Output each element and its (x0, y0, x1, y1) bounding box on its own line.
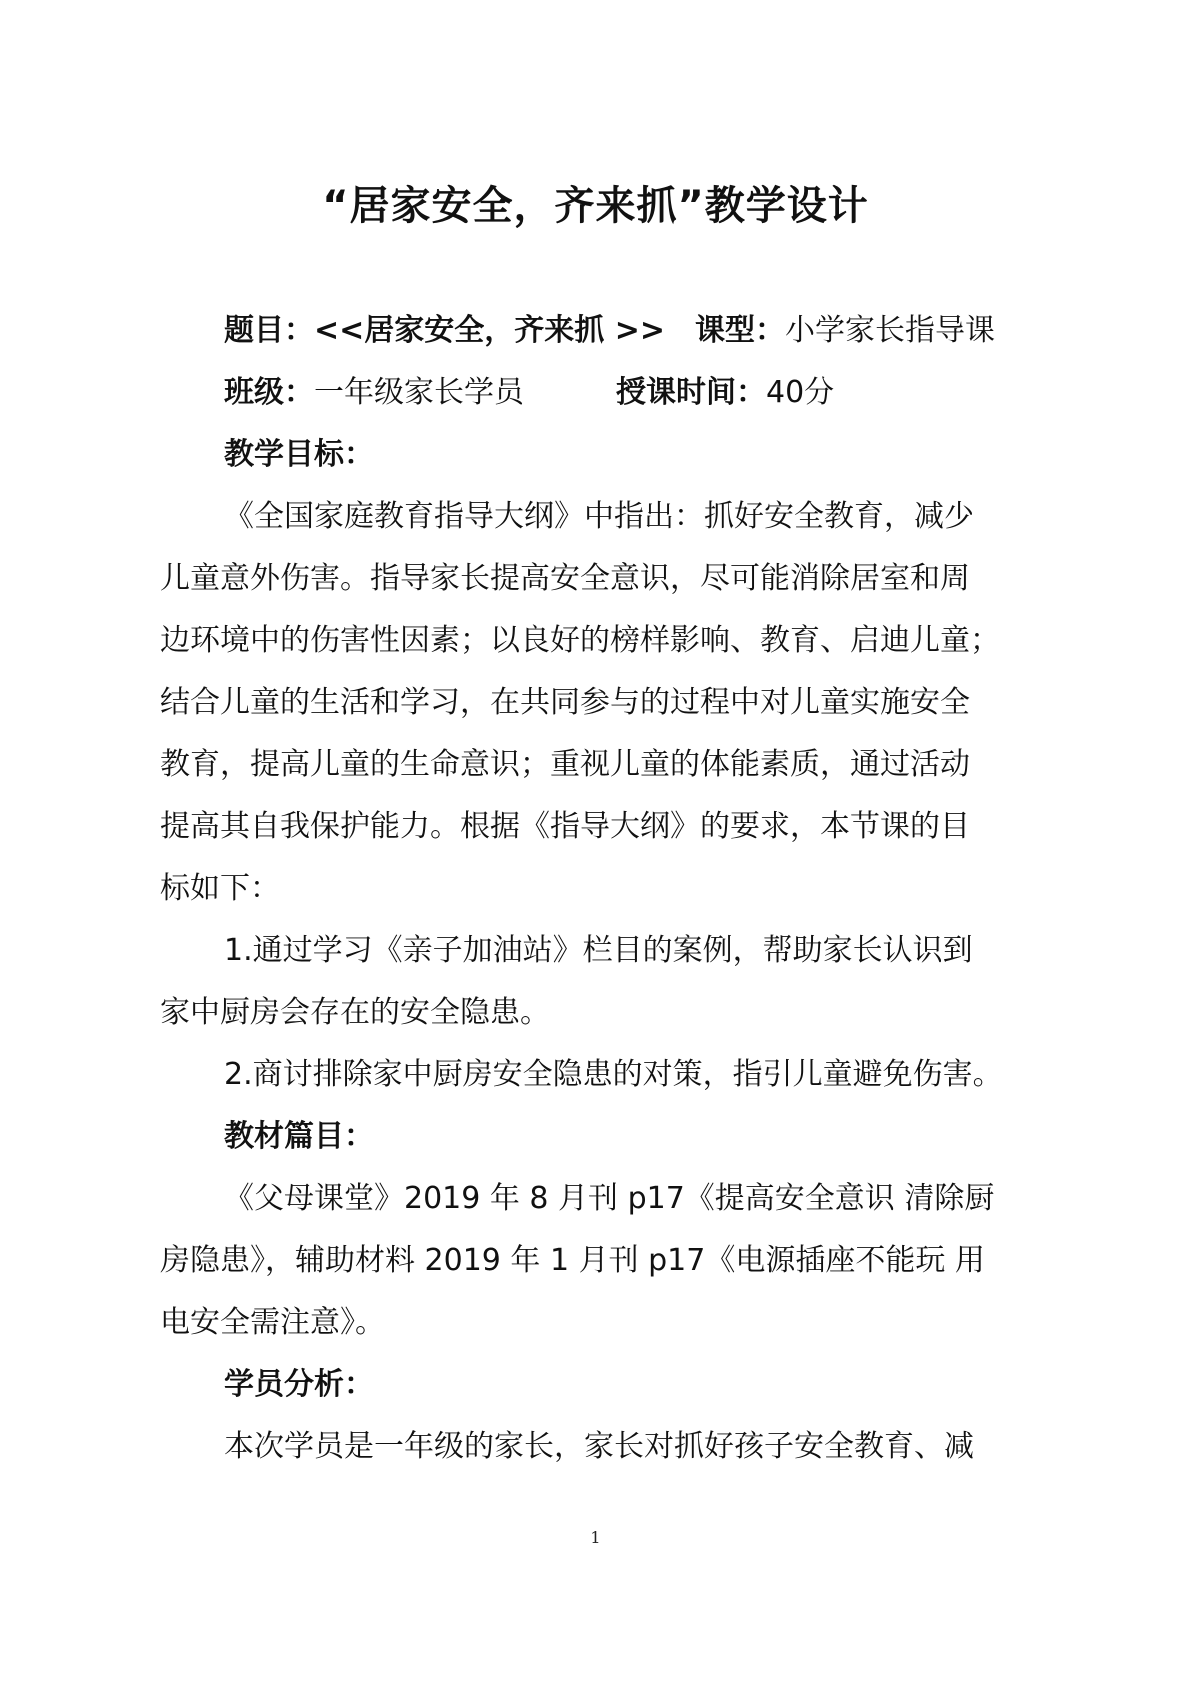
goal-2-line: 2.商讨排除家中厨房安全隐患的对策，指引儿童避免伤害。 (224, 1057, 1003, 1092)
learners-line: 本次学员是一年级的家长，家长对抓好孩子安全教育、减 (224, 1429, 974, 1464)
goals-paragraph-line: 教育，提高儿童的生命意识；重视儿童的体能素质，通过活动 (160, 747, 970, 782)
goals-paragraph-line: 《全国家庭教育指导大纲》中指出：抓好安全教育，减少 (224, 499, 974, 534)
materials-line: 房隐患》，辅助材料 2019 年 1 月刊 p17《电源插座不能玩 用 (160, 1243, 985, 1278)
class-label: 班级： (224, 375, 314, 410)
subject-label: 题目： (224, 313, 314, 348)
page-number: 1 (590, 1528, 601, 1547)
document-body (160, 300, 1060, 1478)
goals-paragraph-line: 结合儿童的生活和学习，在共同参与的过程中对儿童实施安全 (160, 685, 970, 720)
subject-value: <<居家安全，齐来抓 >> (314, 313, 665, 348)
info-row-class-duration (160, 362, 1060, 424)
goals-paragraph-line: 边环境中的伤害性因素；以良好的榜样影响、教育、启迪儿童； (160, 623, 1000, 658)
materials-heading: 教材篇目： (224, 1119, 374, 1154)
duration-value: 40分 (766, 375, 835, 410)
materials-line: 电安全需注意》。 (160, 1305, 385, 1340)
class-value: 一年级家长学员 (314, 375, 524, 410)
info-row-subject-type (160, 300, 1060, 362)
document-title: “居家安全，齐来抓”教学设计 (322, 183, 869, 229)
type-value: 小学家长指导课 (785, 313, 995, 348)
goals-paragraph-line: 标如下： (160, 871, 280, 906)
materials-line: 《父母课堂》2019 年 8 月刊 p17《提高安全意识 清除厨 (224, 1181, 995, 1216)
goal-1-line: 家中厨房会存在的安全隐患。 (160, 995, 550, 1030)
goal-1-line: 1.通过学习《亲子加油站》栏目的案例，帮助家长认识到 (224, 933, 973, 968)
goals-heading: 教学目标： (224, 437, 374, 472)
goals-paragraph-line: 儿童意外伤害。指导家长提高安全意识，尽可能消除居室和周 (160, 561, 970, 596)
goals-paragraph-line: 提高其自我保护能力。根据《指导大纲》的要求，本节课的目 (160, 809, 970, 844)
type-label: 课型： (695, 313, 785, 348)
duration-label: 授课时间： (616, 375, 766, 410)
learners-heading: 学员分析： (224, 1367, 374, 1402)
